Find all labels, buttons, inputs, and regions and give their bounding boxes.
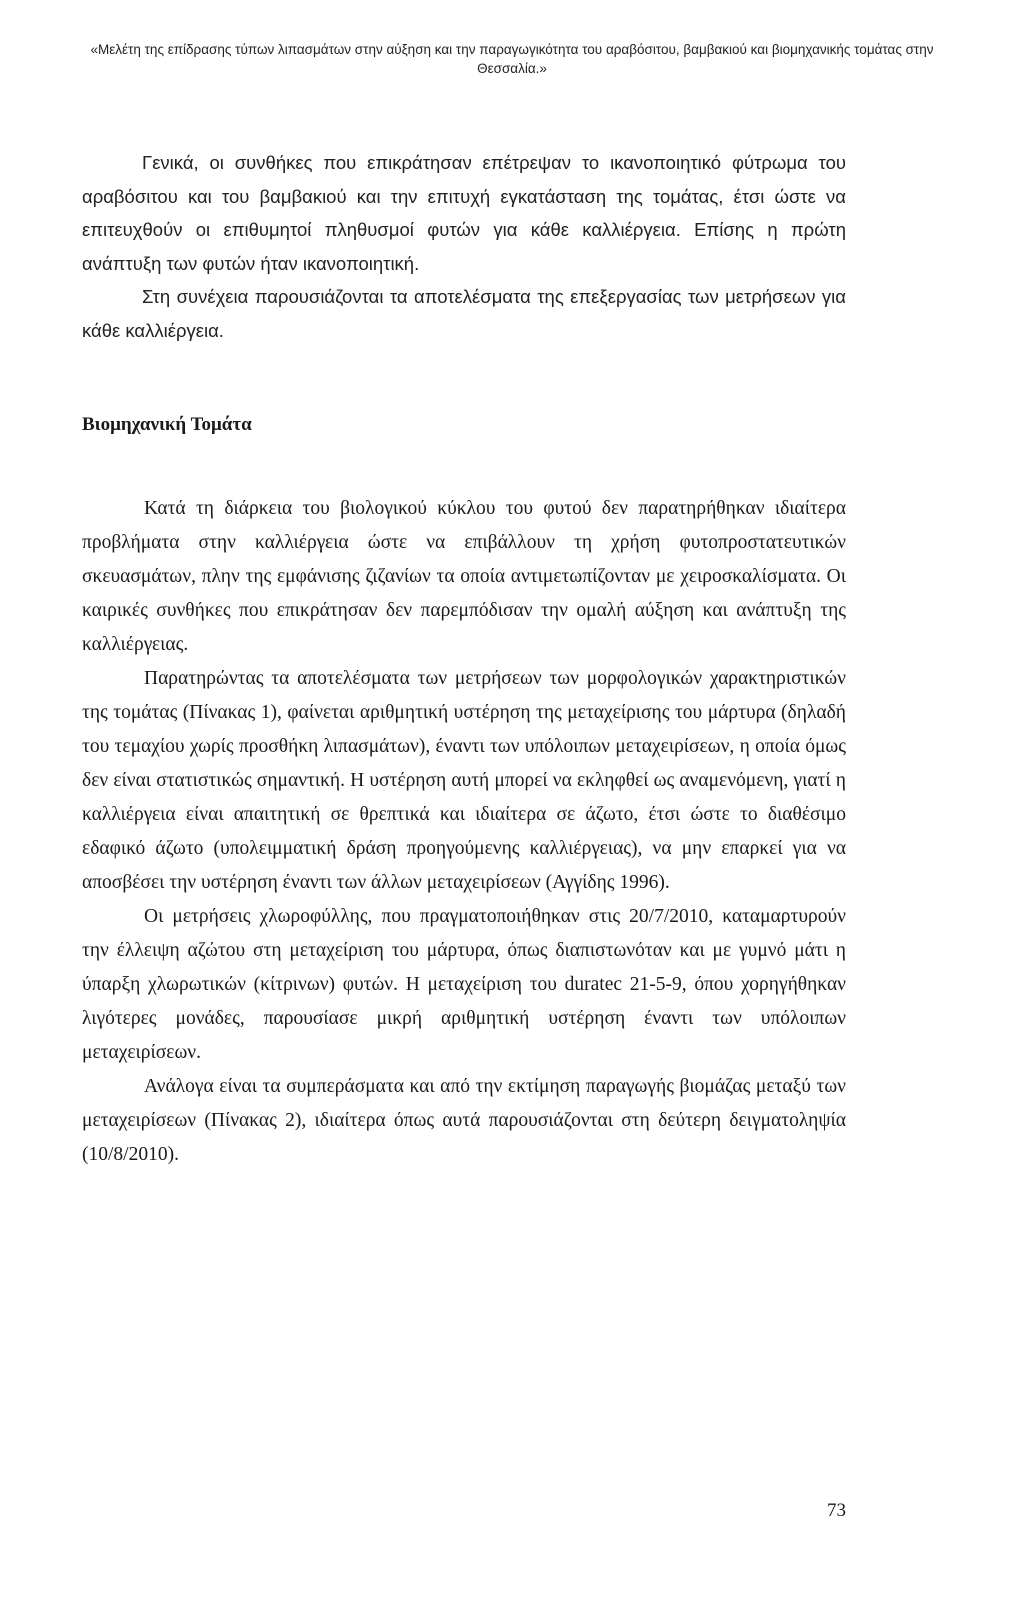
section-paragraph-2: Παρατηρώντας τα αποτελέσματα των μετρήσεων των μορφολογικών χαρακτηριστικών της τομάτας (Πίνακας 1), φαίνεται αριθμητική υστέρηση της μεταχείρισης του μάρτυρα (δηλαδή του τεμαχίου χωρίς προσθήκη λιπασμάτων), έναντι των υπόλοιπων μεταχειρίσεων, η οποία όμως δεν είναι στατιστικώς σημαντική. Η υστέρηση αυτή μπορεί να εκληφθεί ως αναμενόμενη, γιατί η καλλιέργεια είναι απαιτητική σε θρεπτικά και ιδιαίτερα σε άζωτο, έτσι ώστε το διαθέσιμο εδαφικό άζωτο (υπολειμματική δράση προηγούμενης καλλιέργειας), να μην επαρκεί για να αποσβέσει την υστέρηση έναντι των άλλων μεταχειρίσεων (Αγγίδης 1996). (82, 668, 846, 893)
running-header-text: «Μελέτη της επίδρασης τύπων λιπασμάτων στην αύξηση και την παραγωγικότητα του αραβόσιτου, βαμβακιού και βιομηχανικής τομάτας στην Θεσσαλία.» (90, 42, 934, 76)
section-paragraph-4: Ανάλογα είναι τα συμπεράσματα και από την εκτίμηση παραγωγής βιομάζας μεταξύ των μεταχειρίσεων (Πίνακας 2), ιδιαίτερα όπως αυτά παρουσιάζονται στη δεύτερη δειγματοληψία (10/8/2010). (82, 1076, 846, 1165)
running-header (60, 40, 964, 78)
section-paragraph-3: Οι μετρήσεις χλωροφύλλης, που πραγματοποιήθηκαν στις 20/7/2010, καταμαρτυρούν την έλλειψη αζώτου στη μεταχείριση του μάρτυρα, όπως διαπιστωνόταν και με γυμνό μάτι η ύπαρξη χλωρωτικών (κίτρινων) φυτών. Η μεταχείριση του duratec 21-5-9, όπου χορηγήθηκαν λιγότερες μονάδες, παρουσίασε μικρή αριθμητική υστέρηση έναντι των υπόλοιπων μεταχειρίσεων. (82, 906, 846, 1063)
intro-paragraph-1: Γενικά, οι συνθήκες που επικράτησαν επέτρεψαν το ικανοποιητικό φύτρωμα του αραβόσιτου και του βαμβακιού και την επιτυχή εγκατάσταση της τομάτας, έτσι ώστε να επιτευχθούν οι επιθυμητοί πληθυσμοί φυτών για κάθε καλλιέργεια. Επίσης η πρώτη ανάπτυξη των φυτών ήταν ικανοποιητική. (82, 152, 846, 274)
intro-text (82, 146, 846, 347)
page-number: 73 (827, 1500, 846, 1521)
intro-paragraph-2: Στη συνέχεια παρουσιάζονται τα αποτελέσματα της επεξεργασίας των μετρήσεων για κάθε καλλιέργεια. (82, 286, 846, 341)
section-heading: Βιομηχανική Τομάτα (82, 414, 252, 435)
section-paragraph-1: Κατά τη διάρκεια του βιολογικού κύκλου του φυτού δεν παρατηρήθηκαν ιδιαίτερα προβλήματα στην καλλιέργεια ώστε να επιβάλλουν τη χρήση φυτοπροστατευτικών σκευασμάτων, πλην της εμφάνισης ζιζανίων τα οποία αντιμετωπίζονταν με χειροσκαλίσματα. Οι καιρικές συνθήκες που επικράτησαν δεν παρεμπόδισαν την ομαλή αύξηση και ανάπτυξη της καλλιέργειας. (82, 498, 846, 655)
section-body (82, 492, 846, 1172)
